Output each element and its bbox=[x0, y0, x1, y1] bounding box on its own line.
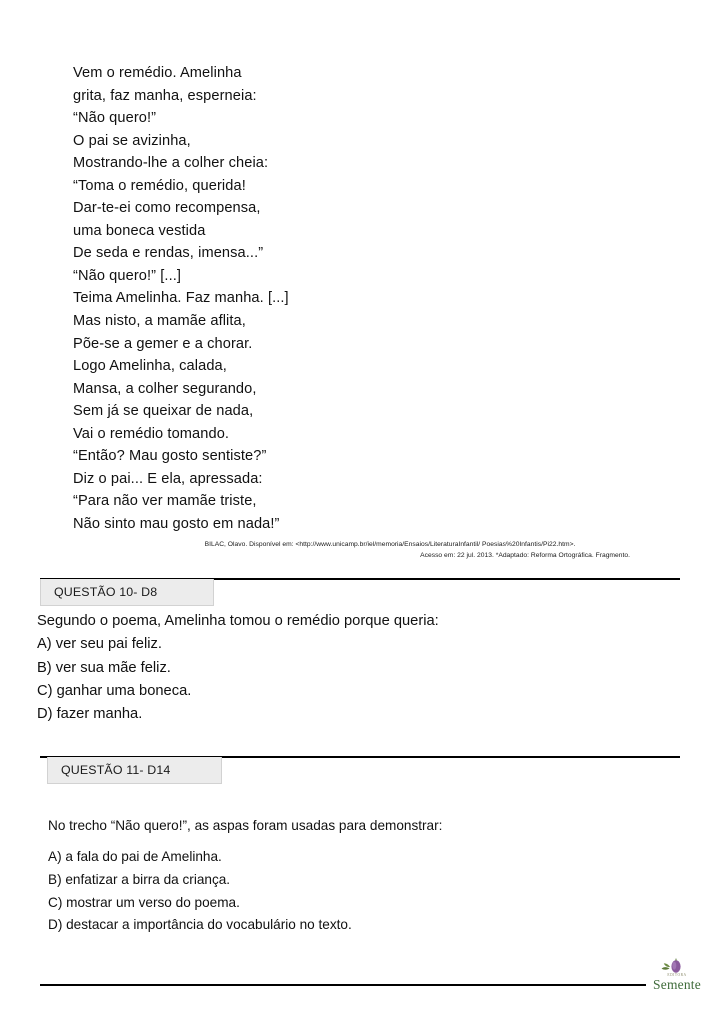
poem-line: Mostrando-lhe a colher cheia: bbox=[73, 155, 269, 172]
poem-line: “Para não ver mamãe triste, bbox=[73, 493, 257, 510]
poem-line: “Toma o remédio, querida! bbox=[73, 177, 246, 194]
question-10-body bbox=[37, 610, 637, 726]
question-10-option-a[interactable]: A) ver seu pai feliz. bbox=[37, 636, 162, 653]
question-10-option-d[interactable]: D) fazer manha. bbox=[37, 706, 143, 723]
question-11-header bbox=[40, 756, 680, 788]
question-10-header bbox=[40, 578, 680, 610]
poem-line: O pai se avizinha, bbox=[73, 132, 191, 149]
question-11-stem: No trecho “Não quero!”, as aspas foram usadas para demonstrar: bbox=[48, 818, 443, 833]
question-10-tab bbox=[40, 579, 214, 606]
question-11-options bbox=[48, 846, 668, 937]
poem-line: Vem o remédio. Amelinha bbox=[73, 65, 242, 81]
poem-line: uma boneca vestida bbox=[73, 222, 206, 239]
poem-line: Mas nisto, a mamãe aflita, bbox=[73, 313, 246, 330]
poem-line: Vai o remédio tomando. bbox=[73, 425, 230, 442]
poem-line: “Não quero!” bbox=[73, 110, 157, 127]
question-10-stem: Segundo o poema, Amelinha tomou o remédio porque queria: bbox=[37, 613, 439, 629]
logo-subtitle: EDITORA bbox=[667, 973, 687, 977]
footer-rule bbox=[40, 984, 646, 986]
logo-wordmark: Semente bbox=[653, 977, 701, 992]
question-11-label: QUESTÃO 11- D14 bbox=[61, 763, 171, 777]
poem-line: Sem já se queixar de nada, bbox=[73, 403, 254, 420]
question-11-tab bbox=[47, 757, 222, 784]
poem-line: Não sinto mau gosto em nada!” bbox=[73, 515, 280, 532]
poem-line: De seda e rendas, imensa...” bbox=[73, 245, 264, 262]
source-citation bbox=[120, 540, 630, 561]
poem-line: Diz o pai... E ela, apressada: bbox=[73, 470, 263, 487]
question-11-option-d[interactable]: D) destacar a importância do vocabulário no texto. bbox=[48, 917, 352, 933]
poem-line: Mansa, a colher segurando, bbox=[73, 380, 257, 397]
poem-block bbox=[73, 62, 493, 535]
question-10-option-b[interactable]: B) ver sua mãe feliz. bbox=[37, 659, 171, 676]
poem-line: Logo Amelinha, calada, bbox=[73, 358, 227, 375]
question-10-option-c[interactable]: C) ganhar uma boneca. bbox=[37, 682, 192, 699]
question-10-label: QUESTÃO 10- D8 bbox=[54, 585, 158, 599]
poem-line: “Então? Mau gosto sentiste?” bbox=[73, 448, 267, 465]
question-11-option-a[interactable]: A) a fala do pai de Amelinha. bbox=[48, 849, 222, 864]
poem-line: Dar-te-ei como recompensa, bbox=[73, 200, 261, 217]
question-11-body bbox=[48, 815, 668, 937]
poem-line: grita, faz manha, esperneia: bbox=[73, 87, 257, 104]
publisher-logo bbox=[643, 958, 711, 1000]
citation-access-line: Acesso em: 22 jul. 2013. *Adaptado: Reforma Ortográfica. Fragmento. bbox=[420, 551, 630, 559]
question-11-option-c[interactable]: C) mostrar um verso do poema. bbox=[48, 894, 240, 910]
poem-line: “Não quero!” [...] bbox=[73, 267, 182, 284]
citation-source-line: BILAC, Olavo. Disponível em: <http://www.unicamp.br/iel/memoria/Ensaios/LiteraturaInfantil/ Poesias%20Infantis/Pi22.htm>. bbox=[204, 541, 576, 548]
poem-line: Teima Amelinha. Faz manha. [...] bbox=[73, 290, 289, 307]
poem-line: Põe-se a gemer e a chorar. bbox=[73, 335, 253, 352]
question-11-option-b[interactable]: B) enfatizar a birra da criança. bbox=[48, 871, 231, 887]
